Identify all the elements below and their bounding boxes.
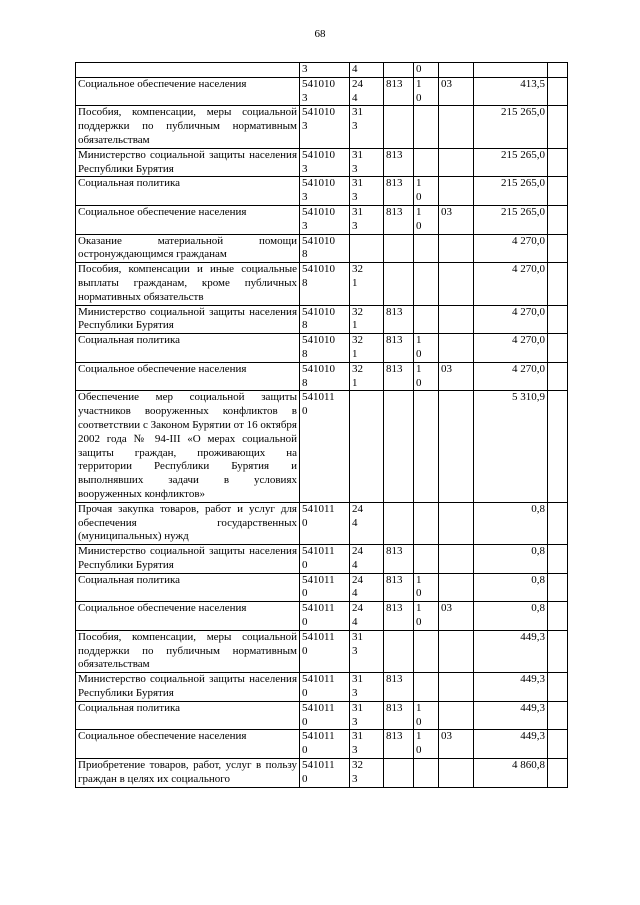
cell-subsection [439,391,474,502]
table-row [76,205,568,234]
cell-expense-type: 31 3 [350,205,384,234]
table-row [76,177,568,206]
cell-subsection [439,573,474,602]
cell-name: Обеспечение мер социальной защиты участников вооруженных конфликтов в соответствии с Законом Бурятии от 16 октября 2002 года № 94-III «О мерах социальной защиты граждан, проживающих на территории Республики Бурятия и выполнявших задачи в условиях вооруженных конфликтов» [76,391,300,502]
cell-expense-type: 24 4 [350,602,384,631]
cell-amount: 0,8 [474,573,548,602]
cell-section: 0 [414,63,439,78]
cell-amount: 4 860,8 [474,759,548,788]
table-row [76,759,568,788]
table-row [76,106,568,148]
cell-ministry-code: 813 [384,334,414,363]
cell-target-code: 541011 0 [300,502,350,544]
cell-target-code: 541010 3 [300,177,350,206]
cell-section [414,148,439,177]
cell-name: Прочая закупка товаров, работ и услуг для обеспечения государственных (муниципальных) нужд [76,502,300,544]
cell-amount: 449,3 [474,673,548,702]
table-row [76,234,568,263]
cell-expense-type: 24 4 [350,502,384,544]
cell-section: 1 0 [414,701,439,730]
table-row [76,673,568,702]
cell-expense-type: 32 3 [350,759,384,788]
cell-name: Министерство социальной защиты населения Республики Бурятия [76,673,300,702]
cell-extra [548,77,568,106]
table-row [76,602,568,631]
cell-subsection [439,502,474,544]
cell-subsection: 03 [439,730,474,759]
table-row [76,391,568,502]
cell-expense-type: 24 4 [350,573,384,602]
cell-ministry-code: 813 [384,673,414,702]
cell-extra [548,305,568,334]
cell-section: 1 0 [414,362,439,391]
cell-extra [548,673,568,702]
table-row [76,334,568,363]
cell-target-code: 541011 0 [300,730,350,759]
cell-target-code: 541010 8 [300,334,350,363]
cell-subsection: 03 [439,362,474,391]
cell-ministry-code: 813 [384,177,414,206]
cell-section [414,759,439,788]
cell-name: Приобретение товаров, работ, услуг в пользу граждан в целях их социального [76,759,300,788]
cell-extra [548,205,568,234]
cell-extra [548,148,568,177]
cell-amount: 0,8 [474,545,548,574]
cell-extra [548,630,568,672]
cell-extra [548,234,568,263]
cell-name: Пособия, компенсации, меры социальной поддержки по публичным нормативным обязательствам [76,630,300,672]
cell-name: Оказание материальной помощи остронуждающимся гражданам [76,234,300,263]
cell-name: Министерство социальной защиты населения Республики Бурятия [76,305,300,334]
cell-expense-type: 32 1 [350,362,384,391]
cell-section [414,106,439,148]
cell-extra [548,106,568,148]
cell-ministry-code: 813 [384,730,414,759]
cell-extra [548,177,568,206]
table-row [76,730,568,759]
table-row [76,77,568,106]
cell-ministry-code: 813 [384,148,414,177]
cell-expense-type: 31 3 [350,630,384,672]
cell-section [414,263,439,305]
cell-extra [548,391,568,502]
cell-amount: 413,5 [474,77,548,106]
cell-section [414,673,439,702]
table-row [76,630,568,672]
cell-subsection [439,759,474,788]
cell-name: Министерство социальной защиты населения Республики Бурятия [76,148,300,177]
cell-name: Пособия, компенсации, меры социальной поддержки по публичным нормативным обязательствам [76,106,300,148]
cell-ministry-code: 813 [384,362,414,391]
cell-subsection [439,263,474,305]
cell-name: Социальная политика [76,177,300,206]
cell-subsection [439,630,474,672]
cell-target-code: 541010 3 [300,77,350,106]
table-row [76,148,568,177]
cell-name: Социальная политика [76,701,300,730]
cell-expense-type: 31 3 [350,148,384,177]
cell-section [414,545,439,574]
cell-expense-type: 31 3 [350,701,384,730]
cell-expense-type: 32 1 [350,305,384,334]
cell-expense-type: 31 3 [350,106,384,148]
cell-name: Министерство социальной защиты населения Республики Бурятия [76,545,300,574]
cell-subsection [439,234,474,263]
cell-amount: 4 270,0 [474,234,548,263]
cell-section [414,305,439,334]
cell-subsection [439,334,474,363]
cell-amount: 449,3 [474,701,548,730]
cell-expense-type: 31 3 [350,673,384,702]
cell-amount: 5 310,9 [474,391,548,502]
table-row [76,502,568,544]
cell-ministry-code [384,759,414,788]
cell-ministry-code: 813 [384,545,414,574]
cell-extra [548,602,568,631]
cell-target-code: 541011 0 [300,759,350,788]
cell-amount: 0,8 [474,602,548,631]
cell-amount: 215 265,0 [474,177,548,206]
cell-target-code: 541010 3 [300,106,350,148]
cell-target-code: 541011 0 [300,545,350,574]
cell-name: Социальная политика [76,334,300,363]
cell-section [414,502,439,544]
cell-subsection [439,177,474,206]
cell-extra [548,334,568,363]
cell-target-code: 541011 0 [300,630,350,672]
cell-ministry-code [384,263,414,305]
cell-subsection [439,106,474,148]
cell-extra [548,573,568,602]
cell-amount: 449,3 [474,730,548,759]
table-row [76,545,568,574]
cell-section: 1 0 [414,573,439,602]
cell-target-code: 541010 8 [300,234,350,263]
cell-ministry-code: 813 [384,602,414,631]
cell-amount: 215 265,0 [474,148,548,177]
cell-subsection [439,148,474,177]
cell-subsection: 03 [439,205,474,234]
cell-target-code: 541010 3 [300,148,350,177]
cell-expense-type [350,234,384,263]
cell-ministry-code: 813 [384,305,414,334]
cell-target-code: 541011 0 [300,673,350,702]
cell-amount: 215 265,0 [474,106,548,148]
cell-extra [548,759,568,788]
cell-section: 1 0 [414,602,439,631]
cell-extra [548,545,568,574]
cell-expense-type: 32 1 [350,263,384,305]
cell-expense-type: 32 1 [350,334,384,363]
cell-subsection: 03 [439,77,474,106]
cell-expense-type: 24 4 [350,545,384,574]
cell-amount: 4 270,0 [474,305,548,334]
cell-name: Социальное обеспечение населения [76,362,300,391]
cell-target-code: 541010 8 [300,305,350,334]
cell-target-code: 541010 8 [300,263,350,305]
cell-name: Пособия, компенсации и иные социальные выплаты гражданам, кроме публичных нормативных обязательств [76,263,300,305]
cell-section: 1 0 [414,205,439,234]
table-row [76,573,568,602]
cell-ministry-code [384,63,414,78]
cell-section: 1 0 [414,334,439,363]
cell-extra [548,63,568,78]
cell-section [414,391,439,502]
cell-amount: 4 270,0 [474,334,548,363]
page-number: 68 [314,28,326,40]
table-row [76,701,568,730]
cell-ministry-code [384,630,414,672]
cell-extra [548,730,568,759]
table-row [76,263,568,305]
cell-expense-type: 31 3 [350,177,384,206]
cell-name: Социальное обеспечение населения [76,602,300,631]
cell-amount: 0,8 [474,502,548,544]
cell-target-code: 541010 8 [300,362,350,391]
cell-subsection [439,673,474,702]
cell-amount: 449,3 [474,630,548,672]
cell-subsection [439,701,474,730]
cell-subsection [439,305,474,334]
cell-ministry-code [384,106,414,148]
cell-amount: 4 270,0 [474,263,548,305]
cell-target-code: 541011 0 [300,391,350,502]
cell-target-code: 541011 0 [300,602,350,631]
cell-target-code: 541011 0 [300,573,350,602]
cell-amount: 4 270,0 [474,362,548,391]
cell-expense-type [350,391,384,502]
cell-target-code: 3 [300,63,350,78]
cell-target-code: 541011 0 [300,701,350,730]
cell-section [414,234,439,263]
table-row [76,362,568,391]
cell-subsection [439,63,474,78]
cell-ministry-code: 813 [384,701,414,730]
cell-expense-type: 24 4 [350,77,384,106]
cell-name: Социальное обеспечение населения [76,77,300,106]
budget-table [75,62,568,788]
cell-name: Социальное обеспечение населения [76,205,300,234]
cell-section: 1 0 [414,730,439,759]
cell-name: Социальная политика [76,573,300,602]
cell-section [414,630,439,672]
cell-extra [548,502,568,544]
cell-ministry-code: 813 [384,573,414,602]
cell-extra [548,362,568,391]
cell-extra [548,701,568,730]
cell-ministry-code [384,502,414,544]
cell-name: Социальное обеспечение населения [76,730,300,759]
cell-extra [548,263,568,305]
cell-subsection [439,545,474,574]
cell-target-code: 541010 3 [300,205,350,234]
cell-amount: 215 265,0 [474,205,548,234]
table-row [76,305,568,334]
cell-section: 1 0 [414,77,439,106]
cell-ministry-code [384,391,414,502]
cell-ministry-code: 813 [384,205,414,234]
cell-amount [474,63,548,78]
cell-expense-type: 31 3 [350,730,384,759]
cell-subsection: 03 [439,602,474,631]
cell-expense-type: 4 [350,63,384,78]
cell-ministry-code [384,234,414,263]
cell-section: 1 0 [414,177,439,206]
cell-ministry-code: 813 [384,77,414,106]
table-row [76,63,568,78]
cell-name [76,63,300,78]
